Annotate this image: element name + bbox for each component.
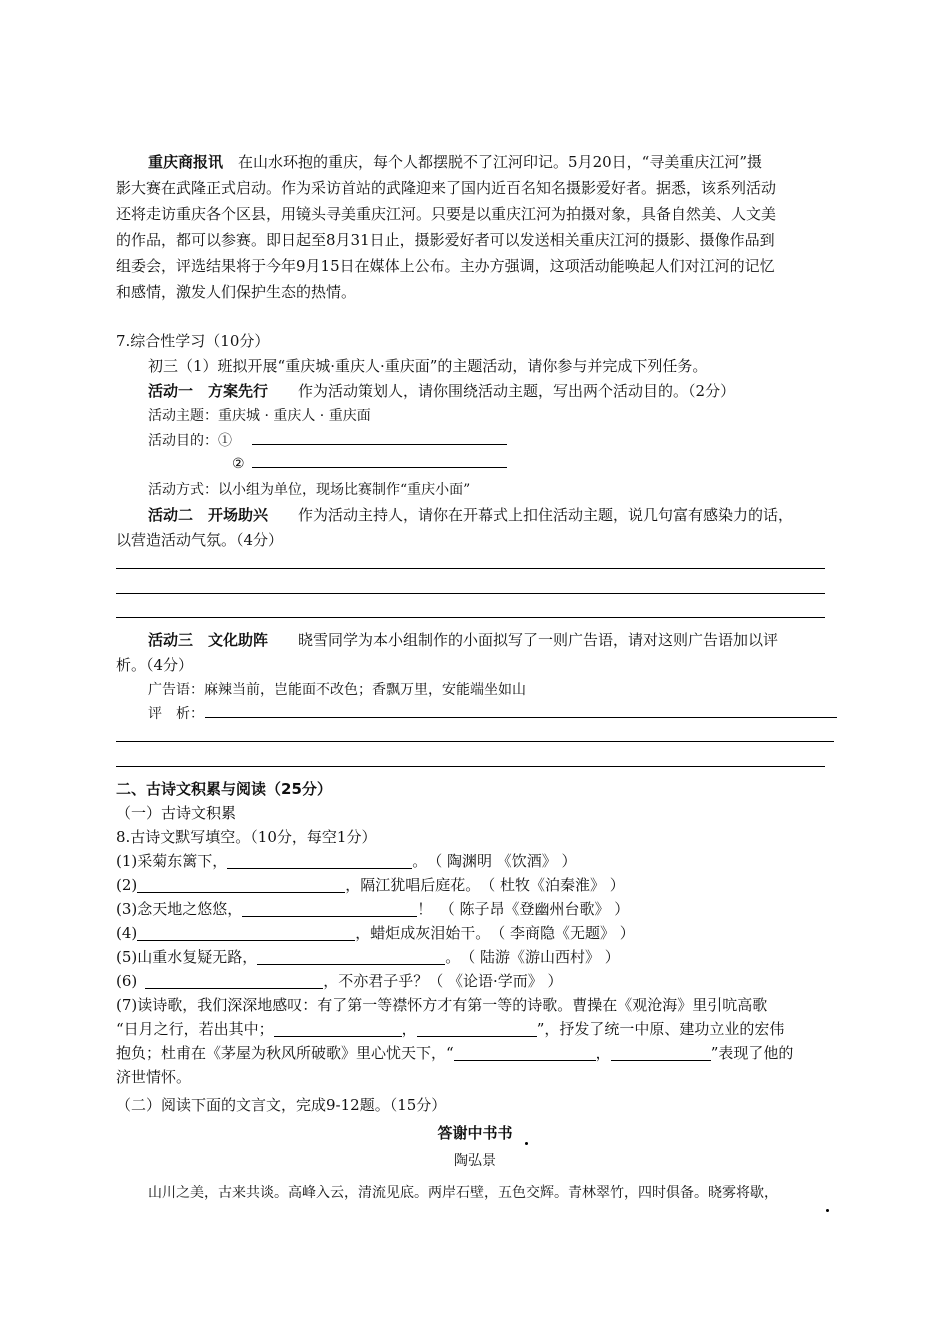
fill-item-5 — [116, 947, 620, 967]
activity-3-title: 活动三 文化助阵 — [148, 631, 269, 649]
activity-1-text: 作为活动策划人，请你围绕活动主题，写出两个活动目的。（2分） — [298, 382, 736, 400]
fill-6-prefix: (6) — [116, 972, 138, 990]
circle-1: ① — [218, 433, 232, 449]
activity-1-title: 活动一 方案先行 — [148, 382, 269, 400]
activity-theme: 活动主题：重庆城 · 重庆人 · 重庆面 — [148, 408, 371, 424]
fill-7-text-c: ”，抒发了统一中原、建功立业的宏伟 — [536, 1020, 785, 1038]
purpose-blank-2[interactable] — [252, 467, 507, 468]
fill-blank-6[interactable] — [145, 973, 323, 989]
fill-7-text-a: “日月之行，若出其中； — [116, 1020, 274, 1038]
news-lead: 重庆商报讯 — [148, 153, 224, 171]
activity-3 — [148, 630, 778, 650]
activity-2-text: 作为活动主持人，请你在开幕式上扣住活动主题，说几句富有感染力的话， — [298, 506, 794, 524]
news-line-1 — [148, 152, 762, 172]
fill-7-text-d: 抱负；杜甫在《茅屋为秋风所破歌》里心忧天下，“ — [116, 1044, 454, 1062]
section-2-sub1: （一）古诗文积累 — [116, 804, 237, 822]
fill-3-prefix: (3)念天地之悠悠， — [116, 900, 243, 918]
news-line-5: 组委会，评选结果将于今年9月15日在媒体上公布。主办方强调，这项活动能唤起人们对江河的记忆 — [116, 257, 775, 275]
analysis-label: 评 析： — [148, 706, 204, 722]
purpose-label: 活动目的： — [148, 433, 218, 449]
fill-blank-2[interactable] — [137, 877, 345, 893]
fill-1-suffix: 。 （ 陶渊明 《饮酒》 ） — [412, 852, 577, 870]
circle-2: ② — [232, 456, 245, 472]
news-line-6: 和感情，激发人们保护生态的热情。 — [116, 283, 357, 301]
emphasis-dot — [525, 1142, 528, 1145]
news-line-2: 影大赛在武隆正式启动。作为采访首站的武隆迎来了国内近百名知名摄影爱好者。据悉，该系列活动 — [116, 179, 777, 197]
poem-author: 陶弘景 — [454, 1153, 496, 1169]
fill-7-comma-1: ， — [401, 1020, 417, 1038]
slogan: 广告语：麻辣当前，岂能面不改色；香飘万里，安能端坐如山 — [148, 682, 526, 698]
fill-item-7-line-4: 济世情怀。 — [116, 1068, 192, 1086]
activity-3-cont: 析。（4分） — [116, 656, 194, 674]
fill-4-suffix: ，蜡炬成灰泪始干。 （ 李商隐《无题》 ） — [355, 924, 635, 942]
answer-line-2[interactable] — [116, 593, 825, 594]
news-line-4: 的作品，都可以参赛。即日起至8月31日止，摄影爱好者可以发送相关重庆江河的摄影、摄像作品到 — [116, 231, 775, 249]
fill-blank-7a[interactable] — [274, 1021, 402, 1037]
analysis-line-3[interactable] — [116, 766, 825, 767]
fill-2-prefix: (2) — [116, 876, 138, 894]
news-line-3: 还将走访重庆各个区县，用镜头寻美重庆江河。只要是以重庆江河为拍摄对象，具备自然美、人文美 — [116, 205, 777, 223]
activity-1 — [148, 381, 735, 401]
q7-intro: 初三（1）班拟开展“重庆城·重庆人·重庆面”的主题活动，请你参与并完成下列任务。 — [148, 357, 708, 375]
fill-2-suffix: ，隔江犹唱后庭花。 （ 杜牧《泊秦淮》 ） — [345, 876, 625, 894]
q7-heading: 7.综合性学习（10分） — [116, 332, 270, 350]
fill-blank-3[interactable] — [242, 901, 417, 917]
section-2-heading: 二、古诗文积累与阅读（25分） — [116, 780, 332, 798]
emphasis-dot — [826, 1209, 829, 1212]
activity-2 — [148, 505, 793, 525]
activity-2-title: 活动二 开场助兴 — [148, 506, 269, 524]
fill-item-3 — [116, 899, 629, 919]
analysis-line-1[interactable] — [205, 717, 837, 718]
fill-4-prefix: (4) — [116, 924, 138, 942]
fill-1-prefix: (1)采菊东篱下， — [116, 852, 228, 870]
answer-line-1[interactable] — [116, 568, 825, 569]
analysis-line-2[interactable] — [116, 741, 834, 742]
activity-2-cont: 以营造活动气氛。（4分） — [116, 531, 284, 549]
answer-line-3[interactable] — [116, 617, 825, 618]
fill-5-prefix: (5)山重水复疑无路， — [116, 948, 258, 966]
purpose-line-1 — [148, 431, 232, 451]
news-text-1: 在山水环抱的重庆，每个人都摆脱不了江河印记。5月20日，“寻美重庆江河”摄 — [238, 153, 763, 171]
fill-blank-7b[interactable] — [417, 1021, 537, 1037]
fill-item-7-line-2 — [116, 1019, 784, 1039]
purpose-blank-1[interactable] — [252, 444, 507, 445]
fill-item-6 — [116, 971, 563, 991]
activity-method: 活动方式：以小组为单位，现场比赛制作“重庆小面” — [148, 482, 471, 498]
q8-heading: 8.古诗文默写填空。（10分，每空1分） — [116, 828, 377, 846]
fill-blank-7c[interactable] — [454, 1045, 596, 1061]
fill-item-2 — [116, 875, 625, 895]
fill-3-suffix: ！ （ 陈子昂《登幽州台歌》 ） — [417, 900, 630, 918]
poem-line-1: 山川之美，古来共谈。高峰入云，清流见底。两岸石壁，五色交辉。青林翠竹，四时俱备。晓雾将歇， — [148, 1185, 778, 1201]
fill-7-text-e: ”表现了他的 — [710, 1044, 794, 1062]
fill-item-4 — [116, 923, 635, 943]
poem-title: 答谢中书书 — [437, 1124, 513, 1142]
fill-blank-7d[interactable] — [611, 1045, 711, 1061]
fill-item-1 — [116, 851, 577, 871]
fill-6-suffix: ，不亦君子乎？（ 《论语·学而》 ） — [323, 972, 563, 990]
fill-item-7-line-3 — [116, 1043, 793, 1063]
fill-blank-5[interactable] — [257, 949, 445, 965]
fill-5-suffix: 。 （ 陆游《游山西村》 ） — [445, 948, 620, 966]
fill-blank-1[interactable] — [227, 853, 412, 869]
section-2-sub2: （二）阅读下面的文言文，完成9-12题。（15分） — [116, 1096, 447, 1114]
fill-7-comma-2: ， — [595, 1044, 611, 1062]
fill-blank-4[interactable] — [137, 925, 355, 941]
fill-item-7-line-1: (7)读诗歌，我们深深地感叹：有了第一等襟怀方才有第一等的诗歌。曹操在《观沧海》里引吭高歌 — [116, 996, 768, 1014]
activity-3-text: 晓雪同学为本小组制作的小面拟写了一则广告语，请对这则广告语加以评 — [298, 631, 779, 649]
